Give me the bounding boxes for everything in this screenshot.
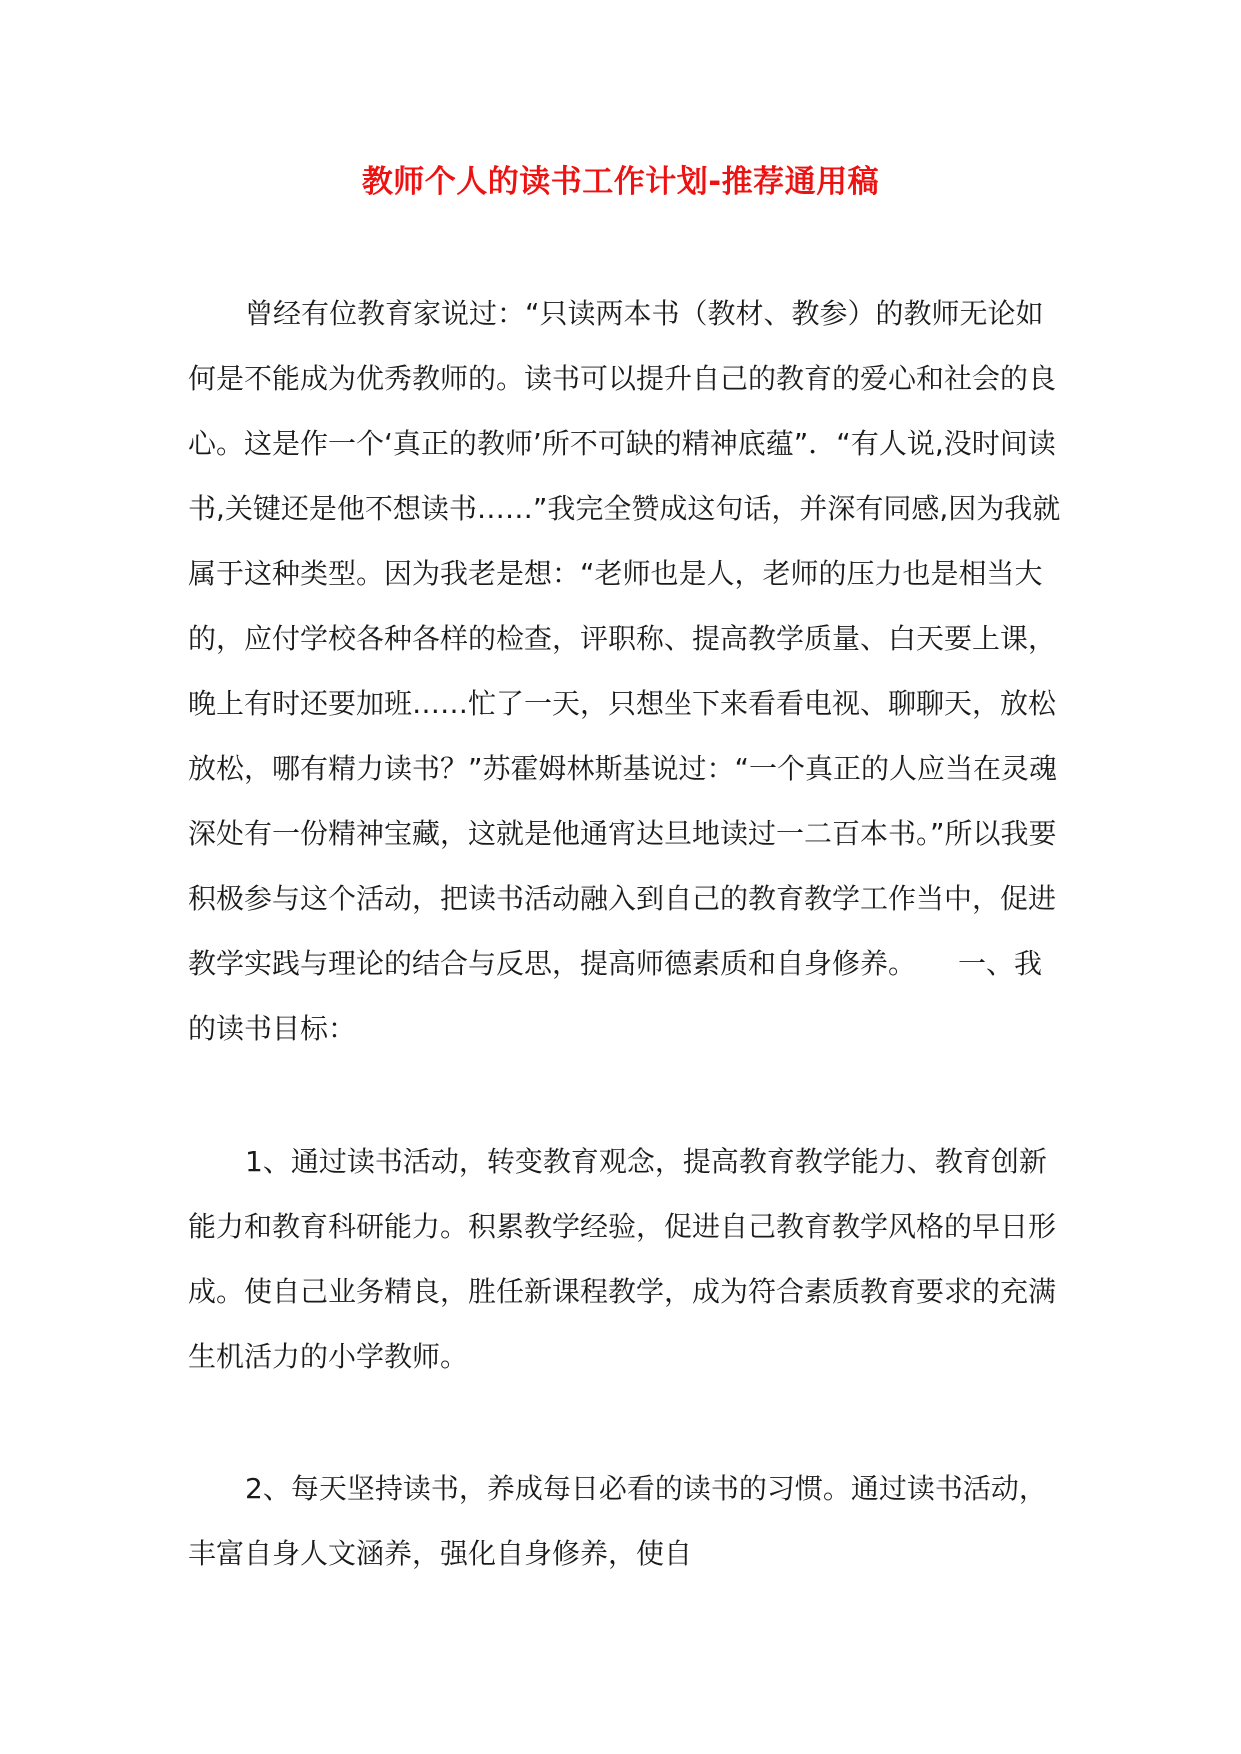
- paragraph-intro: 曾经有位教育家说过：“只读两本书（教材、教参）的教师无论如何是不能成为优秀教师的。读书可以提升自己的教育的爱心和社会的良心。这是作一个‘真正的教师’所不可缺的精神底蕴”．“有人说,没时间读书,关键还是他不想读书……”我完全赞成这句话，并深有同感,因为我就属于这种类型。因为我老是想：“老师也是人，老师的压力也是相当大的，应付学校各种各样的检查，评职称、提高教学质量、白天要上课，晚上有时还要加班……忙了一天，只想坐下来看看电视、聊聊天，放松放松，哪有精力读书？”苏霍姆林斯基说过：“一个真正的人应当在灵魂深处有一份精神宝藏，这就是他通宵达旦地读过一二百本书。”所以我要积极参与这个活动，把读书活动融入到自己的教育教学工作当中，促进教学实践与理论的结合与反思，提高师德素质和自身修养。 一、我的读书目标：: [188, 297, 1061, 1045]
- paragraph-goal-2: 2、每天坚持读书，养成每日必看的读书的习惯。通过读书活动，丰富自身人文涵养，强化自身修养，使自: [188, 1472, 1047, 1570]
- paragraph-goal-1: 1、通过读书活动，转变教育观念，提高教育教学能力、教育创新能力和教育科研能力。积累教学经验，促进自己教育教学风格的早日形成。使自己业务精良，胜任新课程教学，成为符合素质教育要求的充满生机活力的小学教师。: [188, 1145, 1057, 1373]
- document-title: 教师个人的读书工作计划-推荐通用稿: [361, 164, 880, 200]
